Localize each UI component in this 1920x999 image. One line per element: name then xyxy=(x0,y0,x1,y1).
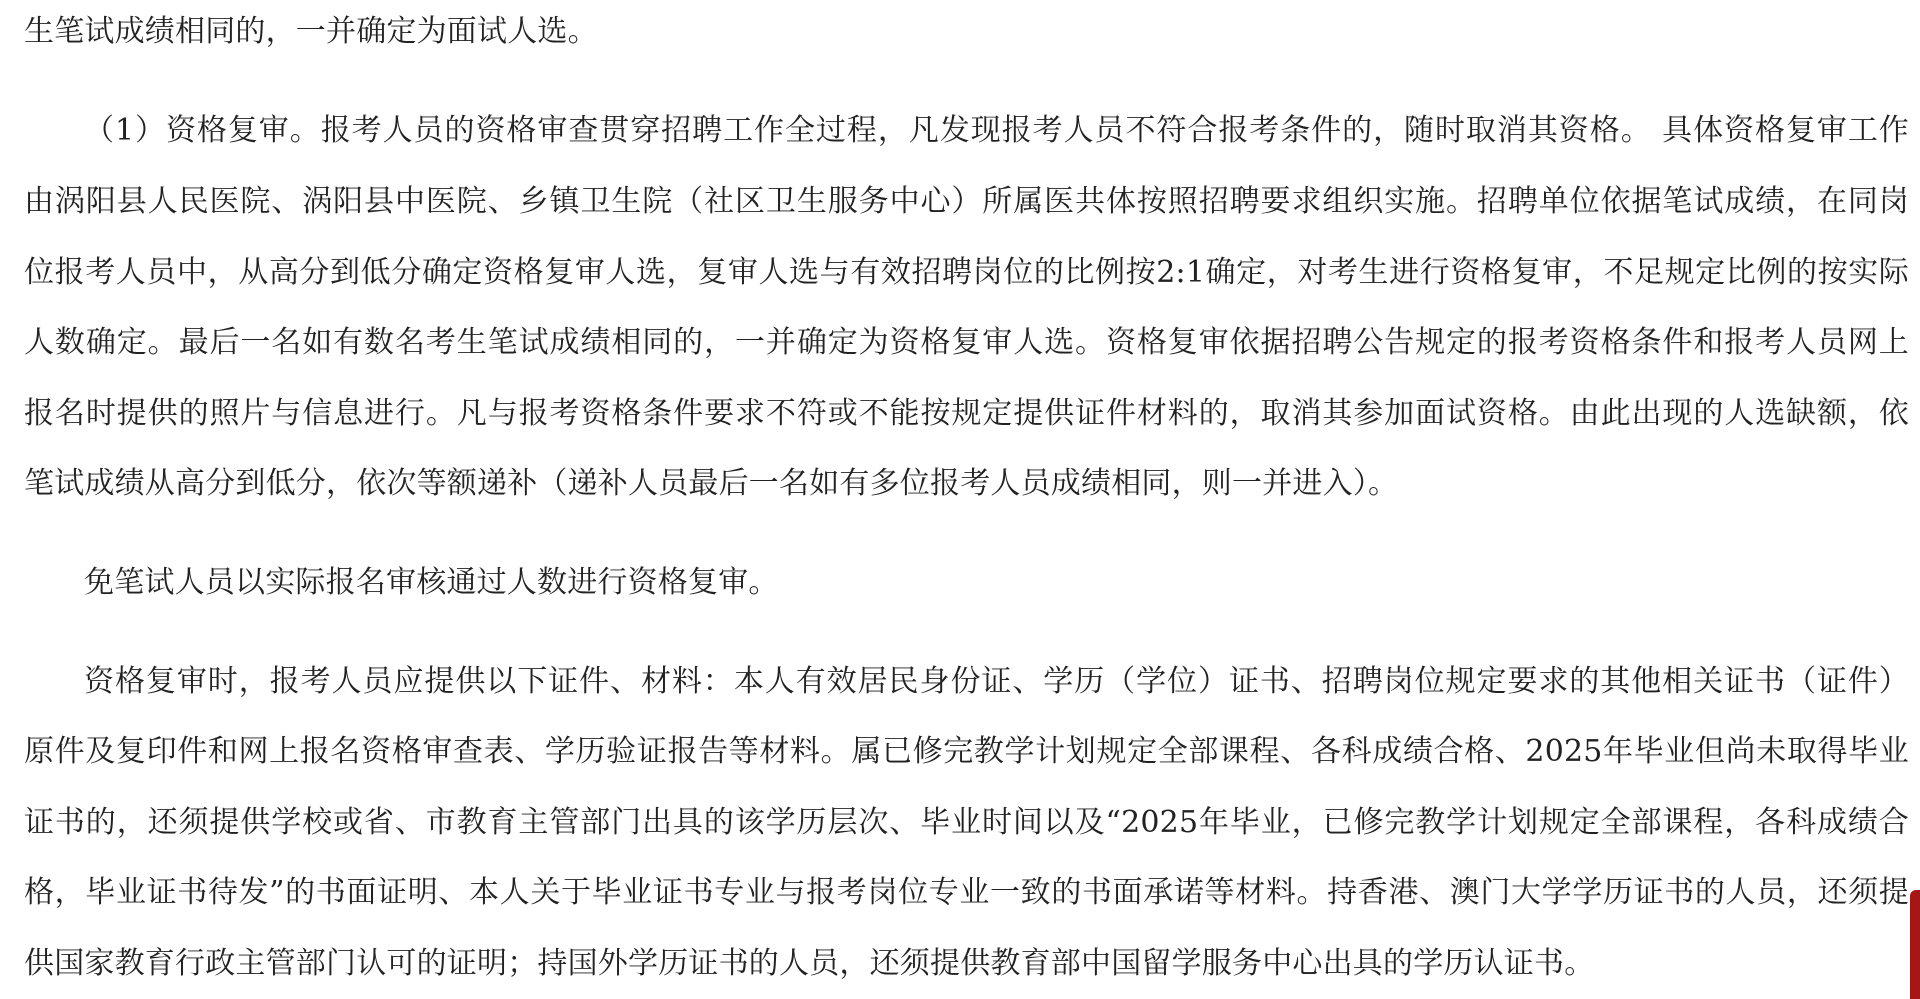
paragraph-line: 位报考人员中，从高分到低分确定资格复审人选，复审人选与有效招聘岗位的比例按2:1确定，对考生进行资格复审，不足规定比例的按实际 xyxy=(24,255,1909,290)
paragraph-line: 原件及复印件和网上报名资格审查表、学历验证报告等材料。属已修完教学计划规定全部课程、各科成绩合格、2025年毕业但尚未取得毕业 xyxy=(24,734,1909,769)
paragraph-line: 报名时提供的照片与信息进行。凡与报考资格条件要求不符或不能按规定提供证件材料的，取消其参加面试资格。由此出现的人选缺额，依 xyxy=(24,396,1909,431)
paragraph-line: 证书的，还须提供学校或省、市教育主管部门出具的该学历层次、毕业时间以及“2025年毕业，已修完教学计划规定全部课程，各科成绩合 xyxy=(24,805,1909,840)
paragraph-line: （1）资格复审。报考人员的资格审查贯穿招聘工作全过程，凡发现报考人员不符合报考条件的，随时取消其资格。 具体资格复审工作 xyxy=(84,113,1909,148)
paragraph-line: 资格复审时，报考人员应提供以下证件、材料：本人有效居民身份证、学历（学位）证书、招聘岗位规定要求的其他相关证书（证件） xyxy=(84,664,1909,699)
paragraph-line: 供国家教育行政主管部门认可的证明；持国外学历证书的人员，还须提供教育部中国留学服务中心出具的学历认证书。 xyxy=(24,946,1595,981)
paragraph-line: 生笔试成绩相同的，一并确定为面试人选。 xyxy=(24,14,598,49)
paragraph-line: 人数确定。最后一名如有数名考生笔试成绩相同的，一并确定为资格复审人选。资格复审依据招聘公告规定的报考资格条件和报考人员网上 xyxy=(24,325,1909,360)
paragraph-line: 由涡阳县人民医院、涡阳县中医院、乡镇卫生院（社区卫生服务中心）所属医共体按照招聘要求组织实施。招聘单位依据笔试成绩，在同岗 xyxy=(24,184,1909,219)
paragraph-line: 格，毕业证书待发”的书面证明、本人关于毕业证书专业与报考岗位专业一致的书面承诺等材料。持香港、澳门大学学历证书的人员，还须提 xyxy=(24,875,1909,910)
paragraph-line: 免笔试人员以实际报名审核通过人数进行资格复审。 xyxy=(84,565,779,600)
paragraph-line: 笔试成绩从高分到低分，依次等额递补（递补人员最后一名如有多位报考人员成绩相同，则一并进入）。 xyxy=(24,466,1399,501)
side-tab[interactable] xyxy=(1910,890,1920,999)
